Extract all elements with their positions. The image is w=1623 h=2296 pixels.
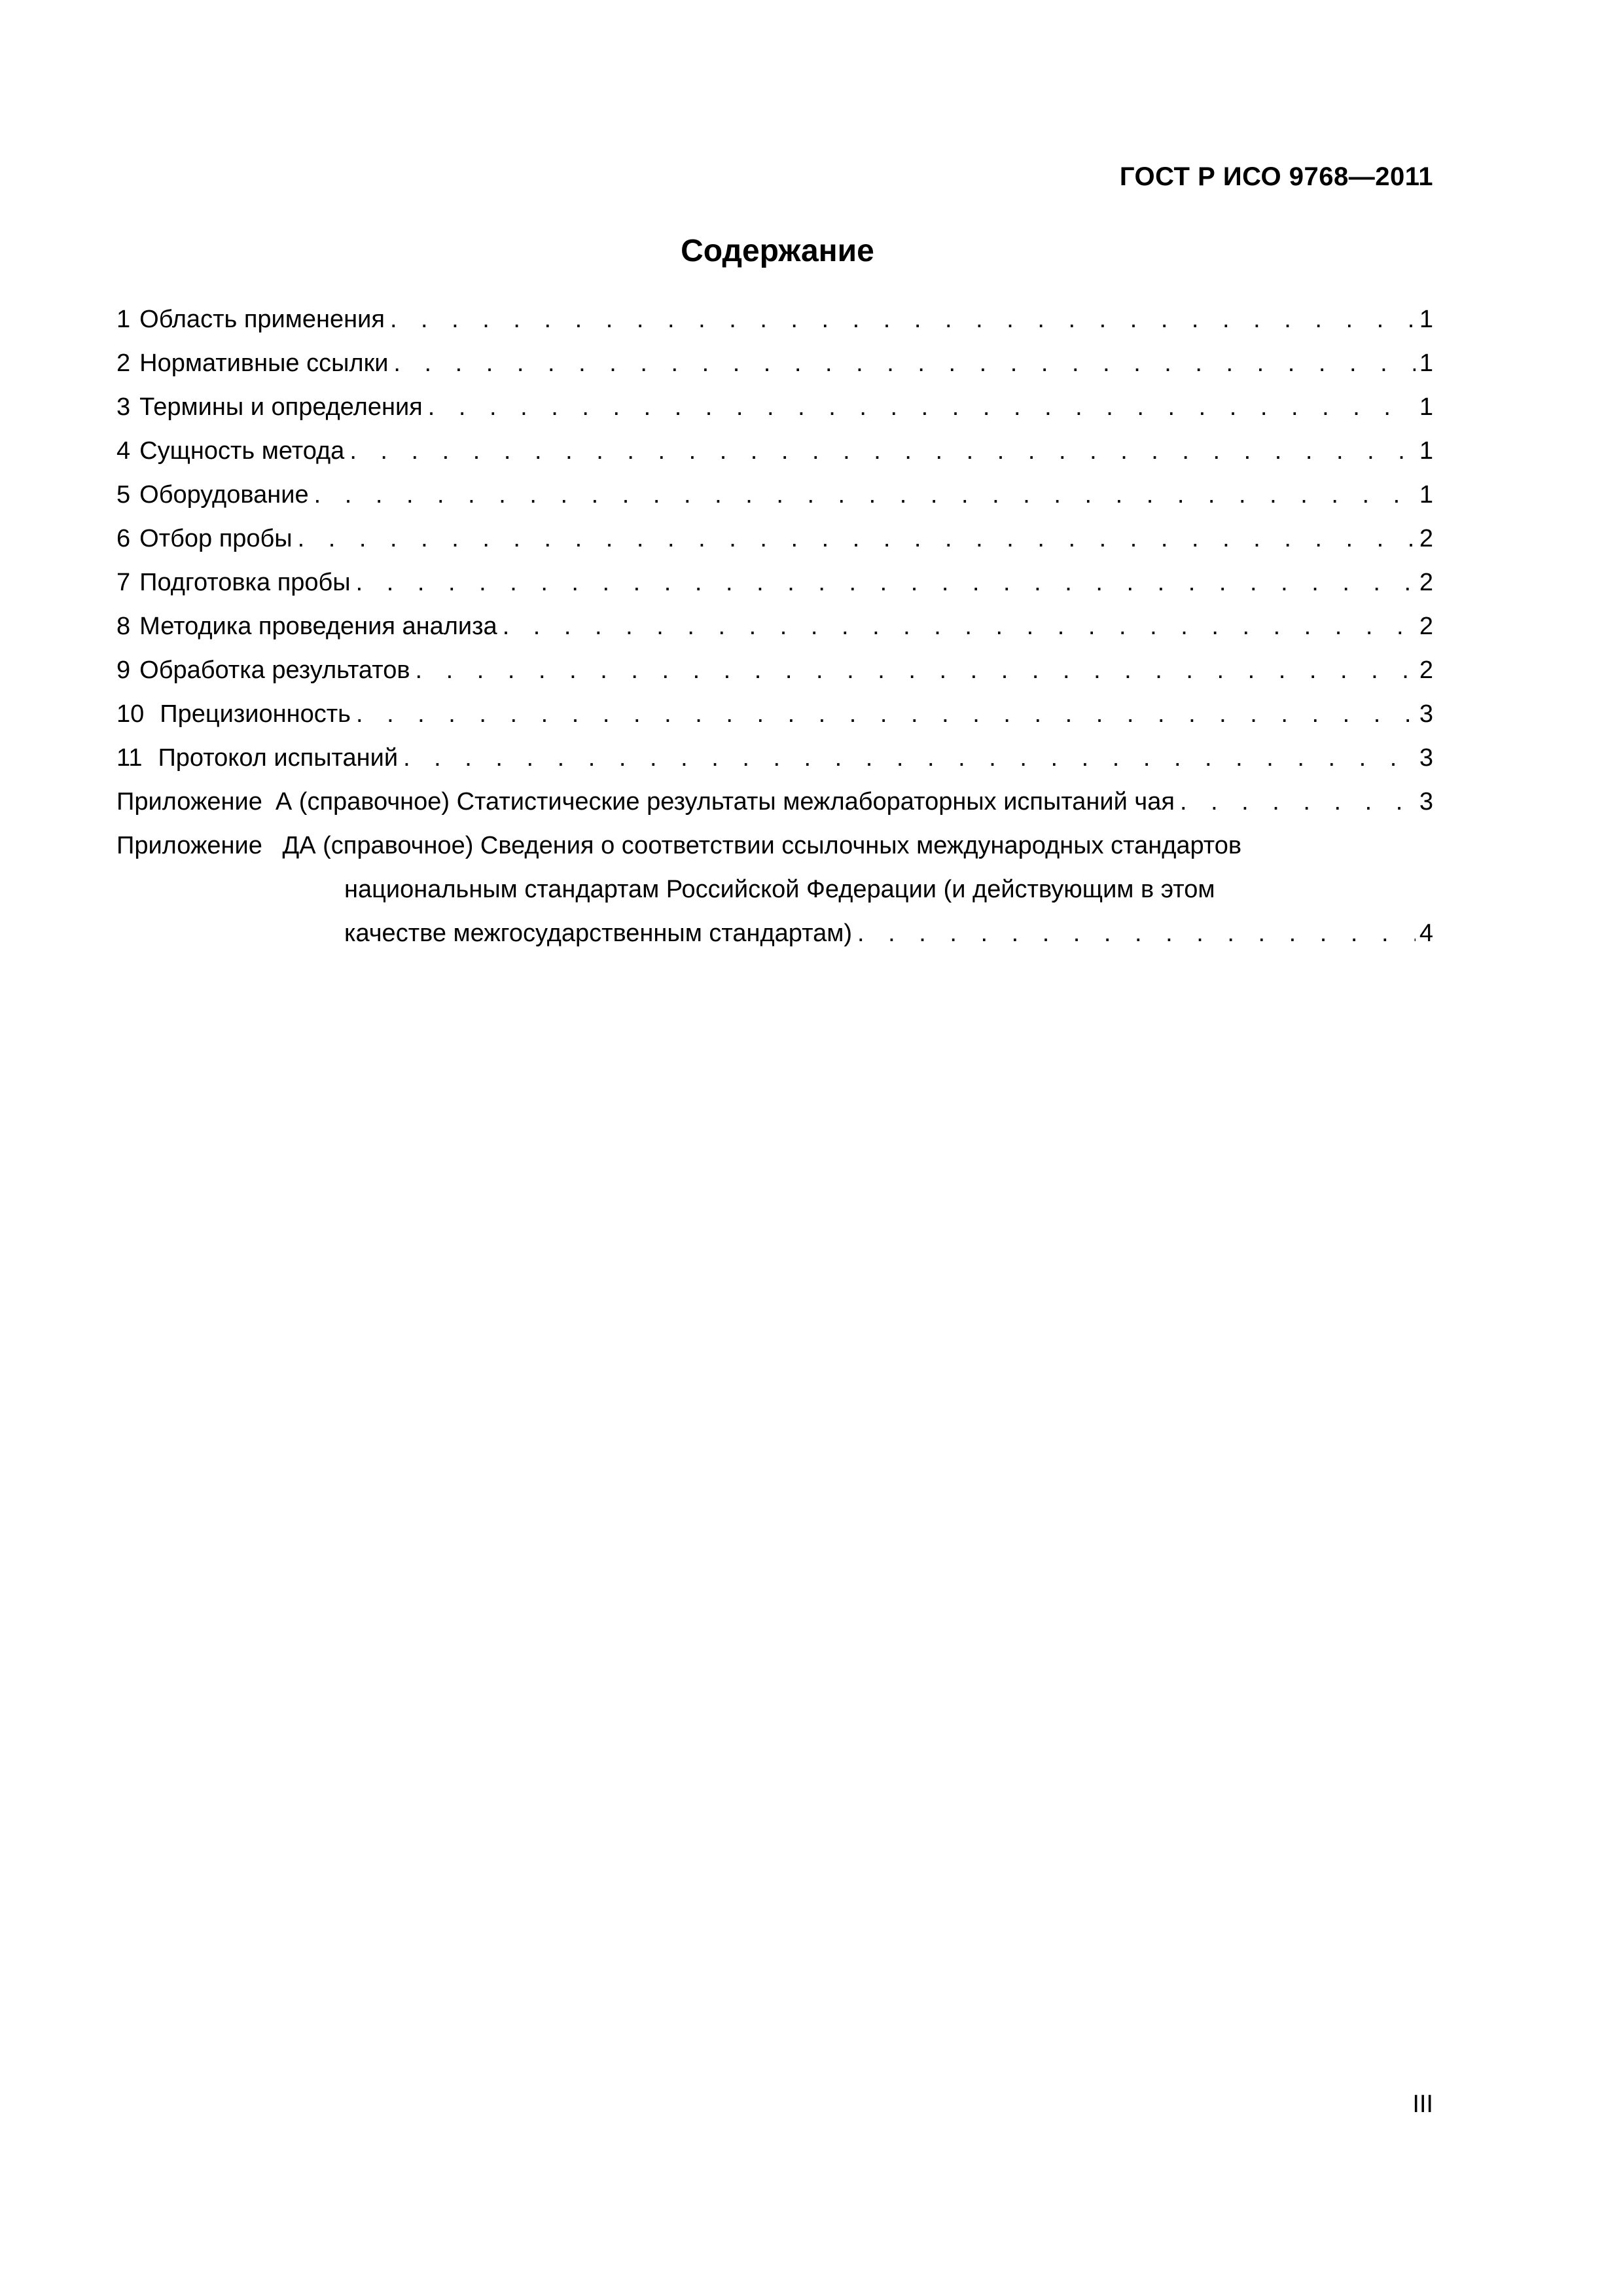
toc-item-page: 3 [1419, 700, 1433, 728]
toc-item[interactable] [116, 561, 1433, 605]
toc-item[interactable] [116, 649, 1433, 692]
toc-item-page: 3 [1419, 744, 1433, 772]
toc-item[interactable] [116, 517, 1433, 561]
toc-item-title: Нормативные ссылки [139, 350, 389, 377]
dot-leader [314, 473, 1416, 517]
toc-item[interactable] [116, 298, 1433, 342]
annex-label: Приложение [116, 788, 262, 816]
toc-item-title: Термины и определения [139, 393, 423, 421]
toc-item-number: 3 [116, 393, 131, 421]
toc-item-number: 11 [116, 744, 143, 772]
toc-item-title: Прецизионность [160, 700, 351, 728]
annex-title-line-2: национальным стандартам Российской Федерации (и действующим в этом [344, 876, 1215, 903]
toc-item[interactable] [116, 605, 1433, 649]
toc-item-page: 1 [1419, 350, 1433, 377]
annex-label: Приложение [116, 832, 262, 859]
dot-leader [356, 692, 1416, 736]
toc-item-page: 1 [1419, 481, 1433, 509]
toc-item-page: 2 [1419, 613, 1433, 640]
annex-title: А (справочное) Статистические результаты межлабораторных испытаний чая [275, 788, 1175, 816]
toc-item-number: 4 [116, 437, 131, 465]
dot-leader [298, 517, 1416, 561]
toc-item-title: Обработка результатов [139, 656, 410, 684]
dot-leader [356, 561, 1416, 605]
toc-item-number: 9 [116, 656, 131, 684]
annex-title-line-1: ДА (справочное) Сведения о соответствии ссылочных международных стандартов [282, 832, 1242, 859]
toc-item-number: 2 [116, 350, 131, 377]
table-of-contents [116, 298, 1433, 956]
toc-item[interactable] [116, 736, 1433, 780]
toc-item-number: 10 [116, 700, 145, 728]
annex-title-line-3: качестве межгосударственным стандартам) [344, 920, 852, 947]
toc-item-page: 1 [1419, 437, 1433, 465]
toc-item-title: Оборудование [139, 481, 309, 509]
toc-item[interactable] [116, 429, 1433, 473]
toc-item[interactable] [116, 473, 1433, 517]
dot-leader [428, 386, 1416, 429]
dot-leader [1180, 780, 1416, 824]
toc-item-page: 2 [1419, 569, 1433, 596]
dot-leader [857, 912, 1416, 956]
toc-item-page: 1 [1419, 393, 1433, 421]
toc-item-title: Методика проведения анализа [139, 613, 497, 640]
toc-annex-a[interactable] [116, 780, 1433, 824]
document-code: ГОСТ Р ИСО 9768—2011 [1119, 162, 1433, 191]
annex-last-line [116, 912, 1433, 956]
toc-item-title: Протокол испытаний [158, 744, 399, 772]
dot-leader [349, 429, 1416, 473]
annex-page: 4 [1419, 920, 1433, 947]
toc-item-page: 1 [1419, 306, 1433, 333]
annex-first-line [116, 824, 1433, 868]
toc-item-number: 6 [116, 525, 131, 552]
annex-page: 3 [1419, 788, 1433, 816]
toc-item-number: 8 [116, 613, 131, 640]
dot-leader [390, 298, 1416, 342]
toc-item-title: Сущность метода [139, 437, 345, 465]
toc-item-title: Подготовка пробы [139, 569, 351, 596]
toc-item-page: 2 [1419, 656, 1433, 684]
page-number: III [1412, 2090, 1433, 2118]
dot-leader [503, 605, 1416, 649]
toc-item-title: Отбор пробы [139, 525, 293, 552]
dot-leader [393, 342, 1415, 386]
toc-item-number: 7 [116, 569, 131, 596]
toc-item[interactable] [116, 692, 1433, 736]
toc-item-title: Область применения [139, 306, 385, 333]
toc-annex-da[interactable] [116, 824, 1433, 956]
toc-title: Содержание [681, 234, 874, 268]
toc-item-number: 5 [116, 481, 131, 509]
dot-leader [416, 649, 1416, 692]
toc-item[interactable] [116, 342, 1433, 386]
dot-leader [403, 736, 1416, 780]
toc-item-number: 1 [116, 306, 131, 333]
toc-item-page: 2 [1419, 525, 1433, 552]
toc-item[interactable] [116, 386, 1433, 429]
